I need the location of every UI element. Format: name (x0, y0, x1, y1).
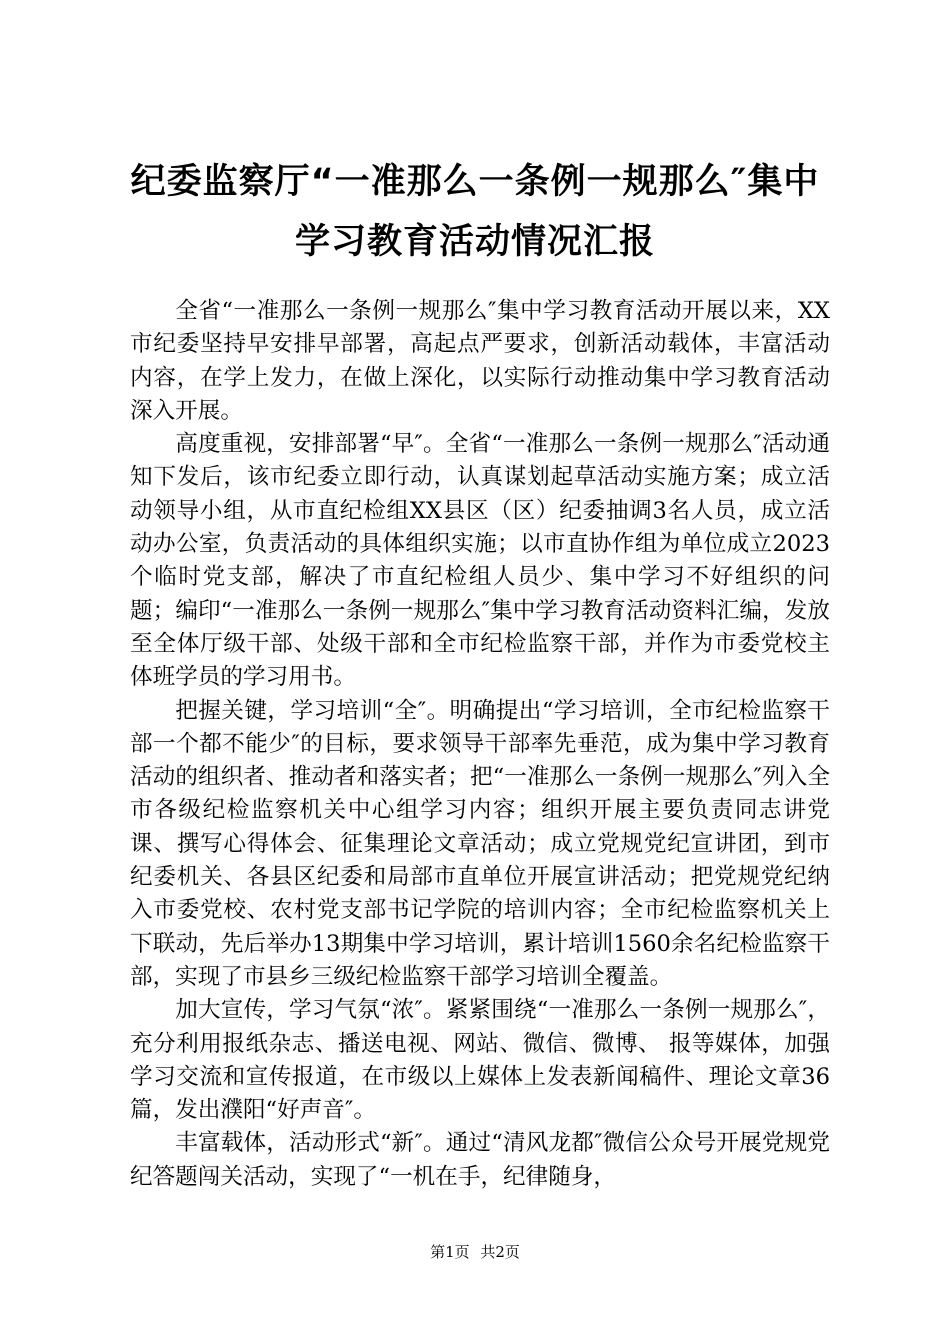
paragraph-intro: 全省“一准那么一条例一规那么″集中学习教育活动开展以来，XX市纪委坚持早安排早部署，高起点严要求，创新活动载体，丰富活动内容，在学上发力，在做上深化，以实际行动推动集中学习教育活动深入开展。 (130, 298, 830, 424)
page-number: 第1页 (430, 1243, 470, 1261)
page-footer (0, 1242, 950, 1262)
paragraph-activity-forms: 丰富载体，活动形式“新″。通过“清风龙都″微信公众号开展党规党纪答题闯关活动，实现了“一机在手，纪律随身， (130, 1130, 830, 1190)
paragraph-deployment: 高度重视，安排部署“早″。全省“一准那么一条例一规那么″活动通知下发后，该市纪委立即行动，认真谋划起草活动实施方案；成立活动领导小组，从市直纪检组XX县区（区）纪委抽调3名人员，成立活动办公室，负责活动的具体组织实施；以市直协作组为单位成立2023个临时党支部，解决了市直纪检组人员少、集中学习不好组织的问题；编印“一准那么一条例一规那么″集中学习教育活动资料汇编，发放至全体厅级干部、处级干部和全市纪检监察干部，并作为市委党校主体班学员的学习用书。 (130, 431, 830, 691)
document-title-line-1: 纪委监察厅“一准那么一条例一规那么″集中 (130, 162, 820, 202)
paragraph-training: 把握关键，学习培训“全″。明确提出“学习培训，全市纪检监察干部一个都不能少″的目标，要求领导干部率先垂范，成为集中学习教育活动的组织者、推动者和落实者；把“一准那么一条例一规那么″列入全市各级纪检监察机关中心组学习内容；组织开展主要负责同志讲党课、撰写心得体会、征集理论文章活动；成立党规党纪宣讲团，到市纪委机关、各县区纪委和局部市直单位开展宣讲活动；把党规党纪纳入市委党校、农村党支部书记学院的培训内容；全市纪检监察机关上下联动，先后举办13期集中学习培训，累计培训1560余名纪检监察干部，实现了市县乡三级纪检监察干部学习培训全覆盖。 (130, 697, 830, 990)
document-title-line-2: 学习教育活动情况汇报 (294, 222, 655, 262)
document-body (130, 295, 830, 1194)
paragraph-publicity: 加大宣传，学习气氛“浓″。紧紧围绕“一准那么一条例一规那么″，充分利用报纸杂志、播送电视、网站、微信、微博、 报等媒体，加强学习交流和宣传报道，在市级以上媒体上发表新闻稿件、理论文章36篇，发出濮阳“好声音″。 (130, 997, 830, 1124)
page-total: 共2页 (480, 1243, 520, 1261)
